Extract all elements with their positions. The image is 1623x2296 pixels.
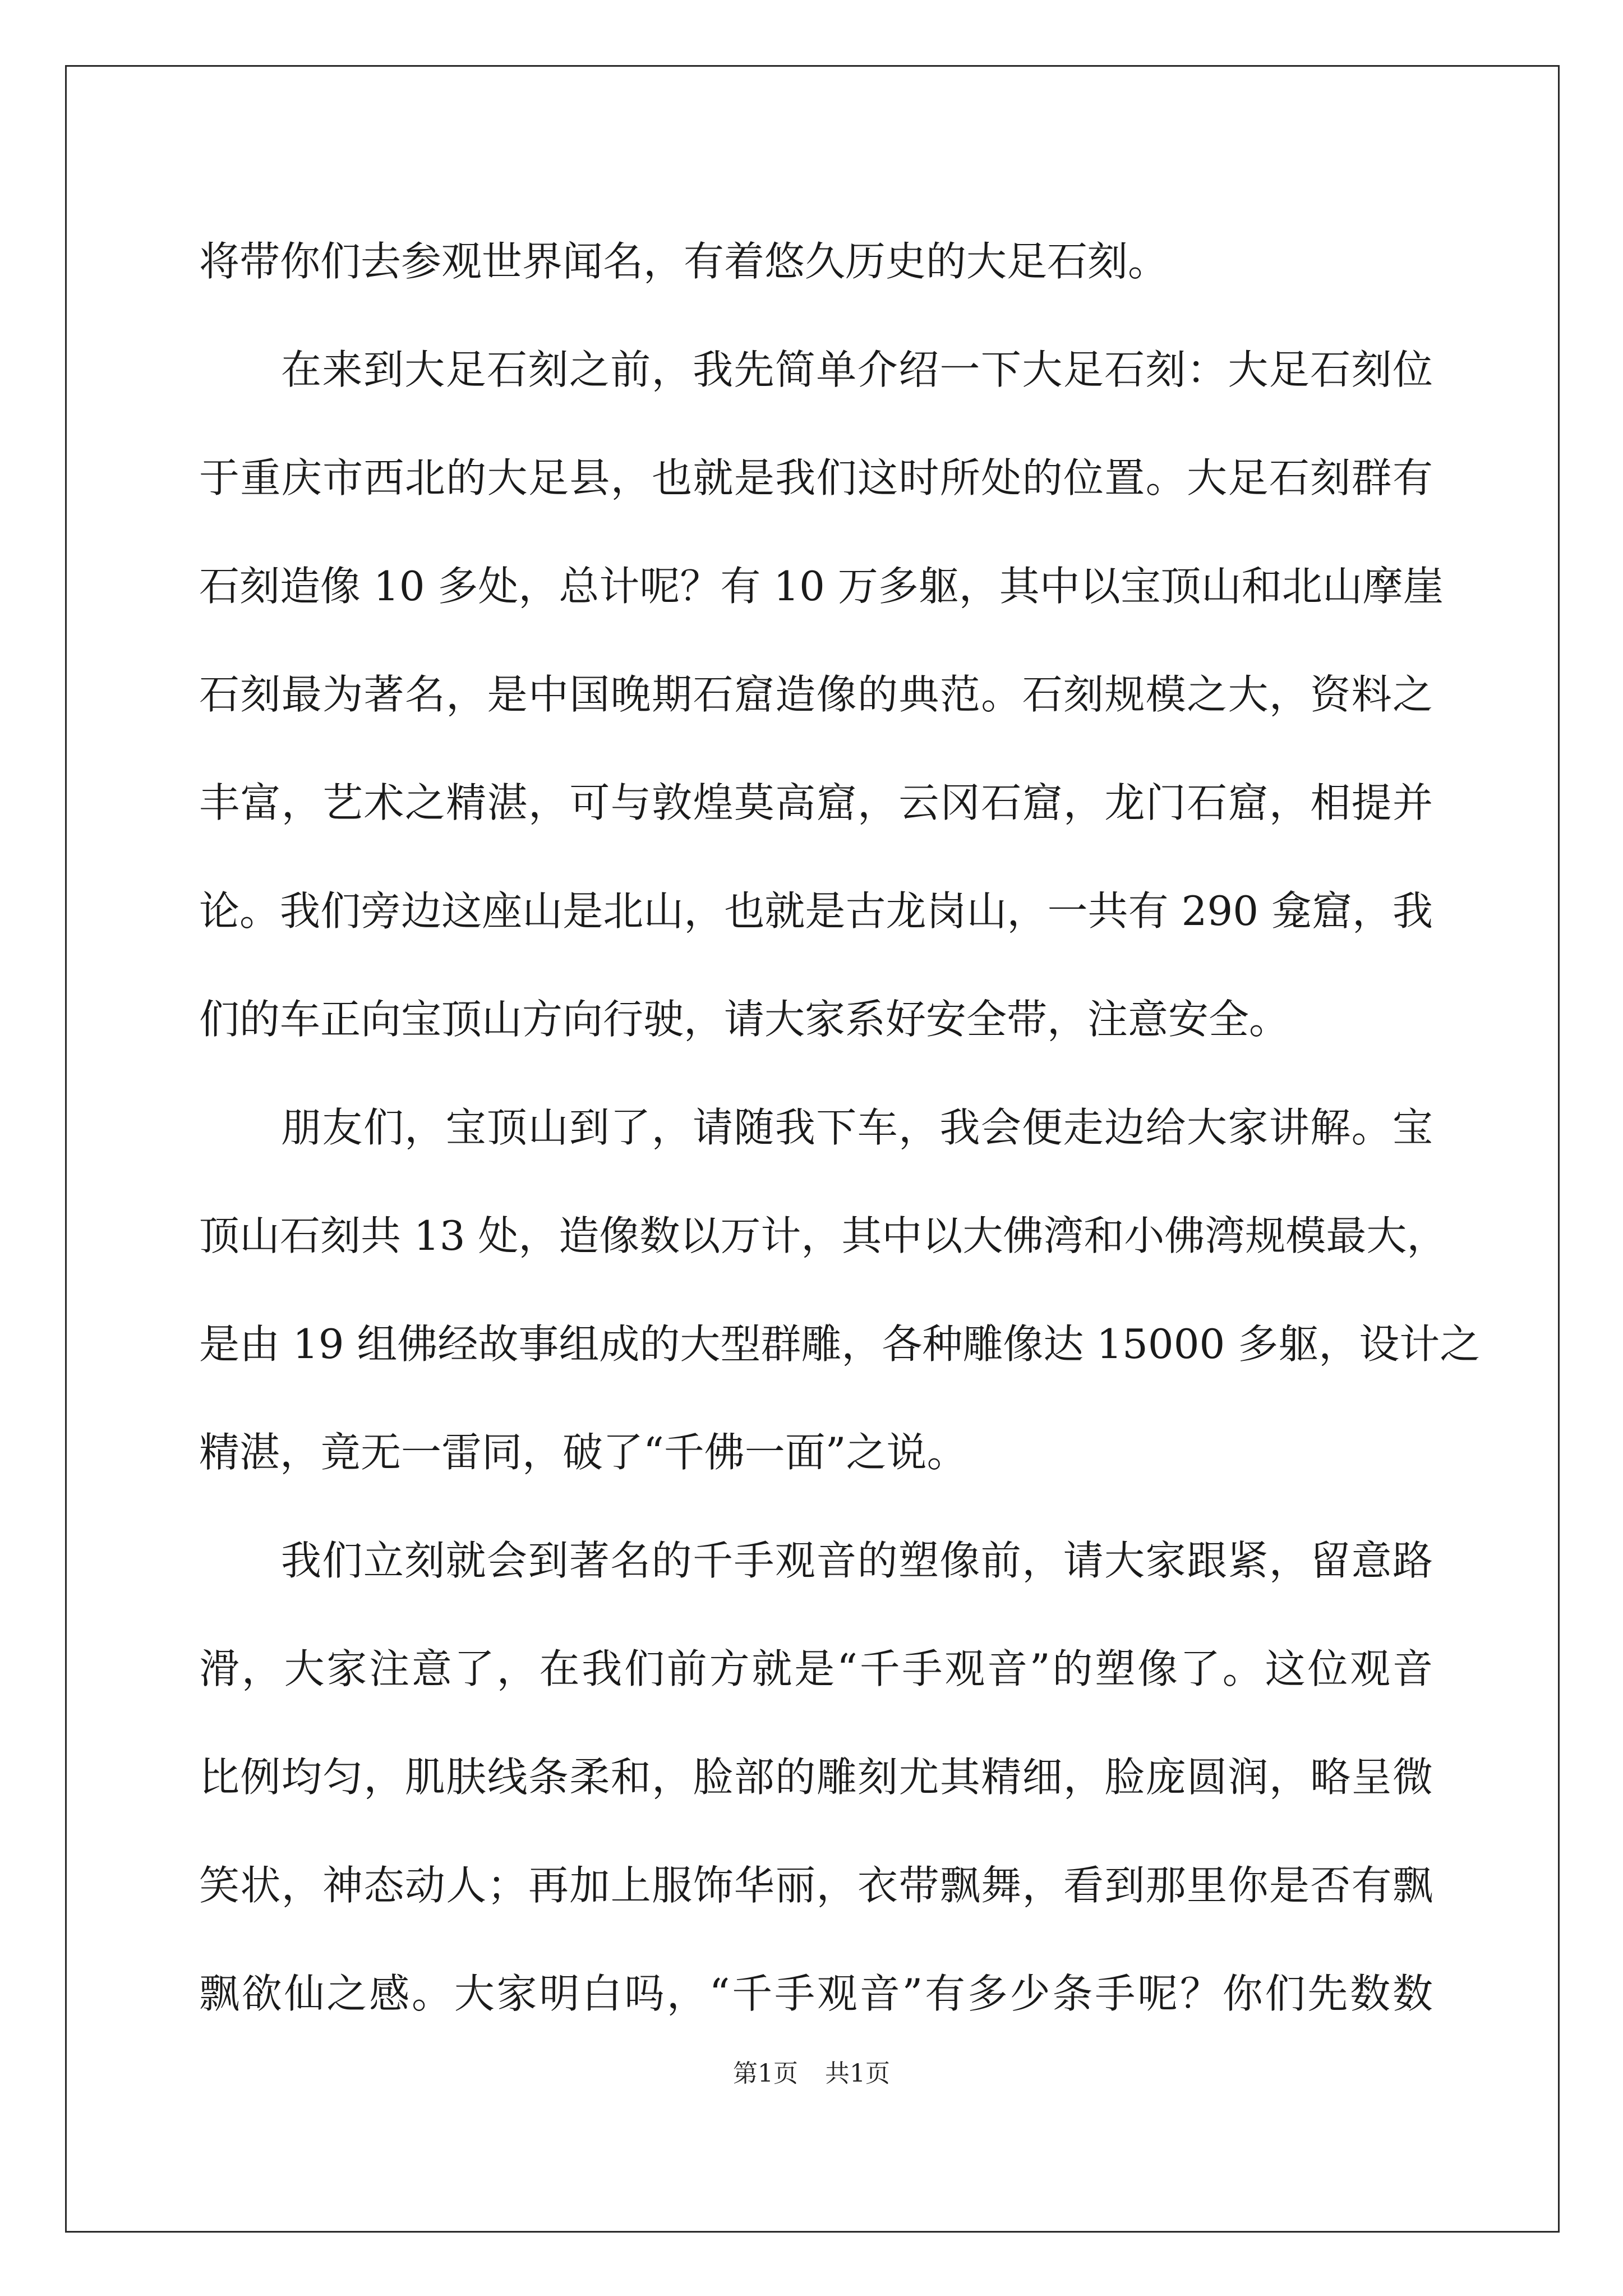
text-line: 顶山石刻共 13 处，造像数以万计，其中以大佛湾和小佛湾规模最大，	[199, 1212, 1447, 1259]
document-body	[199, 208, 1481, 2048]
text-line: 将带你们去参观世界闻名，有着悠久历史的大足石刻。	[199, 238, 1169, 285]
text-line: 朋友们，宝顶山到了，请随我下车，我会便走边给大家讲解。宝	[281, 1104, 1433, 1151]
text-line: 石刻造像 10 多处，总计呢？有 10 万多躯，其中以宝顶山和北山摩崖	[199, 563, 1444, 610]
page-footer	[0, 2053, 1623, 2089]
text-line: 我们立刻就会到著名的千手观音的塑像前，请大家跟紧，留意路	[281, 1537, 1433, 1584]
text-line: 在来到大足石刻之前，我先简单介绍一下大足石刻：大足石刻位	[281, 346, 1433, 393]
text-line: 滑，大家注意了，在我们前方就是“千手观音”的塑像了。这位观音	[199, 1645, 1433, 1692]
text-line: 是由 19 组佛经故事组成的大型群雕，各种雕像达 15000 多躯，设计之	[199, 1320, 1481, 1368]
page-number: 第1页	[733, 2059, 798, 2088]
text-line: 比例均匀，肌肤线条柔和，脸部的雕刻尤其精细，脸庞圆润，略呈微	[199, 1754, 1433, 1801]
text-line: 笑状，神态动人；再加上服饰华丽，衣带飘舞，看到那里你是否有飘	[199, 1862, 1433, 1909]
text-line: 于重庆市西北的大足县，也就是我们这时所处的位置。大足石刻群有	[199, 454, 1433, 501]
text-line: 们的车正向宝顶山方向行驶，请大家系好安全带，注意安全。	[199, 996, 1290, 1043]
text-line: 精湛，竟无一雷同，破了“千佛一面”之说。	[199, 1429, 967, 1476]
text-line: 论。我们旁边这座山是北山，也就是古龙岗山，一共有 290 龛窟，我	[199, 887, 1433, 935]
text-line: 飘欲仙之感。大家明白吗，“千手观音”有多少条手呢？你们先数数	[199, 1970, 1433, 2017]
text-line: 丰富，艺术之精湛，可与敦煌莫高窟，云冈石窟，龙门石窟，相提并	[199, 779, 1433, 826]
page-total: 共1页	[825, 2059, 890, 2088]
text-line: 石刻最为著名，是中国晚期石窟造像的典范。石刻规模之大，资料之	[199, 671, 1433, 718]
